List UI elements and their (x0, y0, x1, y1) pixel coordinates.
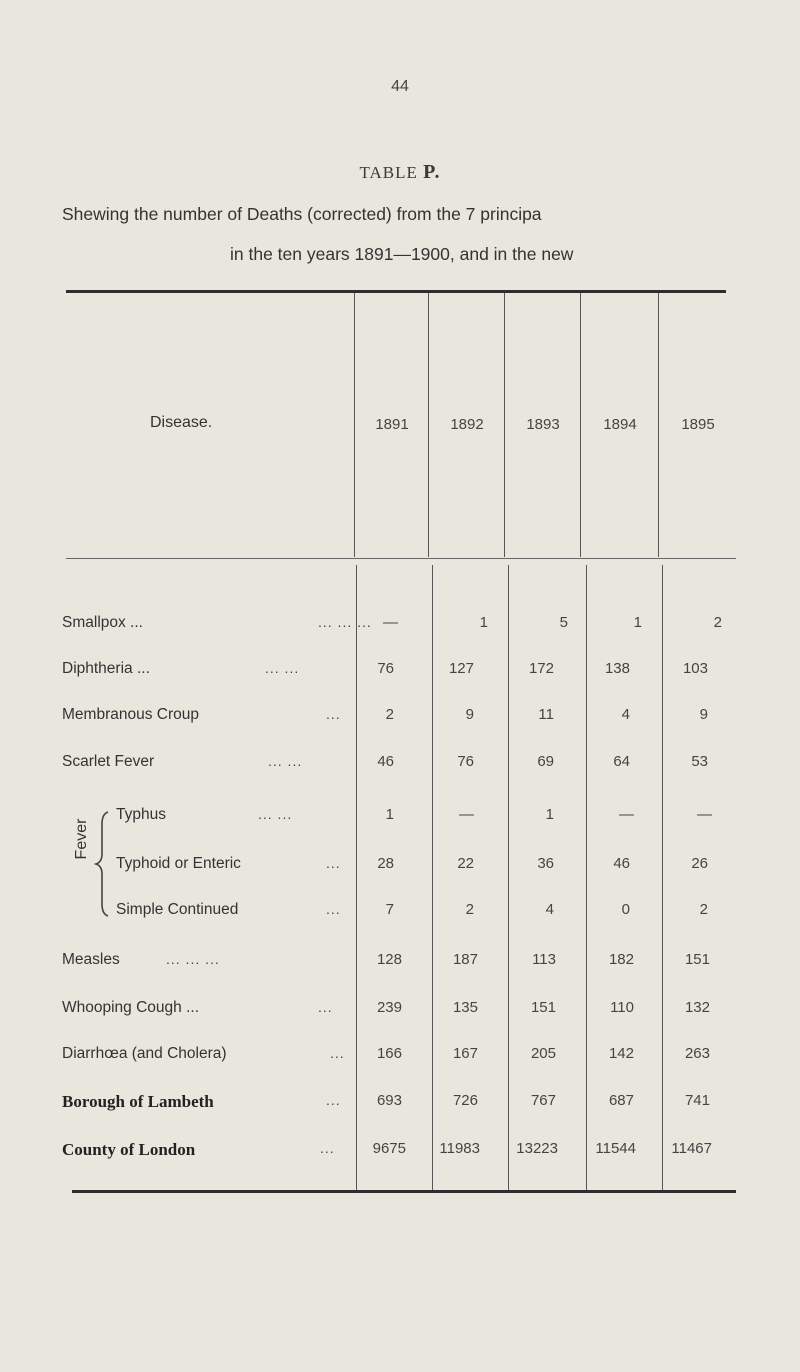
year-header: 1895 (681, 416, 715, 433)
row-label: Membranous Croup (62, 706, 199, 723)
row-label: County of London (62, 1140, 196, 1159)
leader-dots: ... ... ... (166, 951, 220, 967)
table-row (0, 660, 800, 690)
bottom-rule (72, 1190, 736, 1193)
leader-dots: ... (326, 901, 341, 917)
cell-value: 11983 (439, 1140, 480, 1157)
cell-value: — (697, 806, 712, 823)
cell-value: 103 (682, 660, 708, 677)
table-row (0, 951, 800, 981)
caption-line-2: in the ten years 1891—1900, and in the new (230, 244, 574, 264)
column-divider (354, 293, 355, 557)
cell-value: 113 (532, 951, 556, 968)
cell-value: 4 (545, 901, 554, 918)
cell-value: 26 (691, 855, 708, 872)
cell-value: 767 (530, 1092, 556, 1109)
cell-value: 76 (457, 753, 474, 770)
cell-value: 11467 (671, 1140, 712, 1157)
disease-header: Disease. (150, 414, 213, 431)
row-label: Scarlet Fever (62, 753, 155, 770)
column-divider (658, 293, 659, 557)
year-header: 1892 (450, 416, 484, 433)
cell-value: 167 (452, 1045, 478, 1062)
leader-dots: ... (320, 1140, 335, 1156)
row-label: Diphtheria ... (62, 660, 150, 677)
cell-value: 687 (608, 1092, 634, 1109)
table-row (0, 999, 800, 1029)
cell-value: 132 (684, 999, 710, 1016)
cell-value: 127 (448, 660, 474, 677)
caption-line-1: Shewing the number of Deaths (corrected) from the 7 principa (62, 204, 542, 224)
row-label: Smallpox ... (62, 614, 143, 631)
cell-value: 205 (530, 1045, 556, 1062)
cell-value: 2 (385, 706, 394, 723)
cell-value: — (383, 614, 398, 631)
cell-value: 0 (621, 901, 630, 918)
cell-value: 741 (684, 1092, 710, 1109)
cell-value: 1 (545, 806, 554, 823)
cell-value: 11 (538, 706, 554, 723)
cell-value: 7 (385, 901, 394, 918)
cell-value: 1 (479, 614, 488, 631)
leader-dots: ... (326, 1092, 341, 1108)
cell-value: 239 (376, 999, 402, 1016)
table-row (0, 901, 800, 931)
column-divider (504, 293, 505, 557)
cell-value: 64 (613, 753, 630, 770)
cell-value: 46 (377, 753, 394, 770)
row-label: Measles (62, 951, 120, 968)
cell-value: 142 (608, 1045, 634, 1062)
cell-value: 166 (376, 1045, 402, 1062)
year-header: 1891 (375, 416, 409, 433)
table-title (0, 161, 800, 184)
cell-value: 128 (376, 951, 402, 968)
cell-value: 11544 (595, 1140, 636, 1157)
cell-value: 36 (537, 855, 554, 872)
cell-value: 151 (530, 999, 556, 1016)
cell-value: 693 (376, 1092, 402, 1109)
row-label: Typhoid or Enteric (116, 855, 241, 872)
cell-value: 2 (465, 901, 474, 918)
leader-dots: ... (326, 706, 341, 722)
table-row (0, 855, 800, 885)
fever-group-label: Fever (73, 818, 90, 860)
row-label: Whooping Cough ... (62, 999, 200, 1016)
cell-value: 110 (610, 999, 634, 1016)
year-header: 1893 (526, 416, 560, 433)
cell-value: 1 (633, 614, 642, 631)
table-row (0, 706, 800, 736)
cell-value: 46 (613, 855, 630, 872)
page-number: 44 (391, 78, 409, 95)
cell-value: 1 (385, 806, 394, 823)
table-row (0, 614, 800, 644)
cell-value: — (459, 806, 474, 823)
cell-value: 9675 (372, 1140, 406, 1157)
table-row (0, 806, 800, 836)
cell-value: 172 (528, 660, 554, 677)
leader-dots: ... ... ... (318, 614, 372, 630)
cell-value: 2 (713, 614, 722, 631)
table-row (0, 1140, 800, 1170)
cell-value: 9 (465, 706, 474, 723)
cell-value: 182 (608, 951, 634, 968)
leader-dots: ... ... (258, 806, 293, 822)
cell-value: — (619, 806, 634, 823)
table-row (0, 1045, 800, 1075)
cell-value: 69 (537, 753, 554, 770)
year-header: 1894 (603, 416, 637, 433)
cell-value: 4 (621, 706, 630, 723)
cell-value: 135 (452, 999, 478, 1016)
table-title-letter: P. (423, 161, 441, 183)
leader-dots: ... (330, 1045, 345, 1061)
cell-value: 5 (559, 614, 568, 631)
row-label: Borough of Lambeth (62, 1092, 214, 1111)
row-label: Typhus (116, 806, 166, 823)
table-row (0, 753, 800, 783)
cell-value: 726 (452, 1092, 478, 1109)
leader-dots: ... (326, 855, 341, 871)
column-divider (580, 293, 581, 557)
cell-value: 187 (452, 951, 478, 968)
leader-dots: ... (318, 999, 333, 1015)
cell-value: 263 (684, 1045, 710, 1062)
cell-value: 151 (684, 951, 710, 968)
column-divider (428, 293, 429, 557)
cell-value: 53 (691, 753, 708, 770)
leader-dots: ... ... (268, 753, 303, 769)
leader-dots: ... ... (265, 660, 300, 676)
cell-value: 13223 (516, 1140, 558, 1157)
header-rule (66, 558, 736, 559)
cell-value: 76 (377, 660, 394, 677)
row-label: Diarrhœa (and Cholera) (62, 1045, 227, 1062)
cell-value: 22 (457, 855, 474, 872)
table-row (0, 1092, 800, 1122)
row-label: Simple Continued (116, 901, 239, 918)
cell-value: 138 (604, 660, 630, 677)
cell-value: 2 (699, 901, 708, 918)
cell-value: 28 (377, 855, 394, 872)
table-title-prefix: TABLE (359, 163, 418, 182)
cell-value: 9 (699, 706, 708, 723)
top-rule (66, 290, 726, 293)
